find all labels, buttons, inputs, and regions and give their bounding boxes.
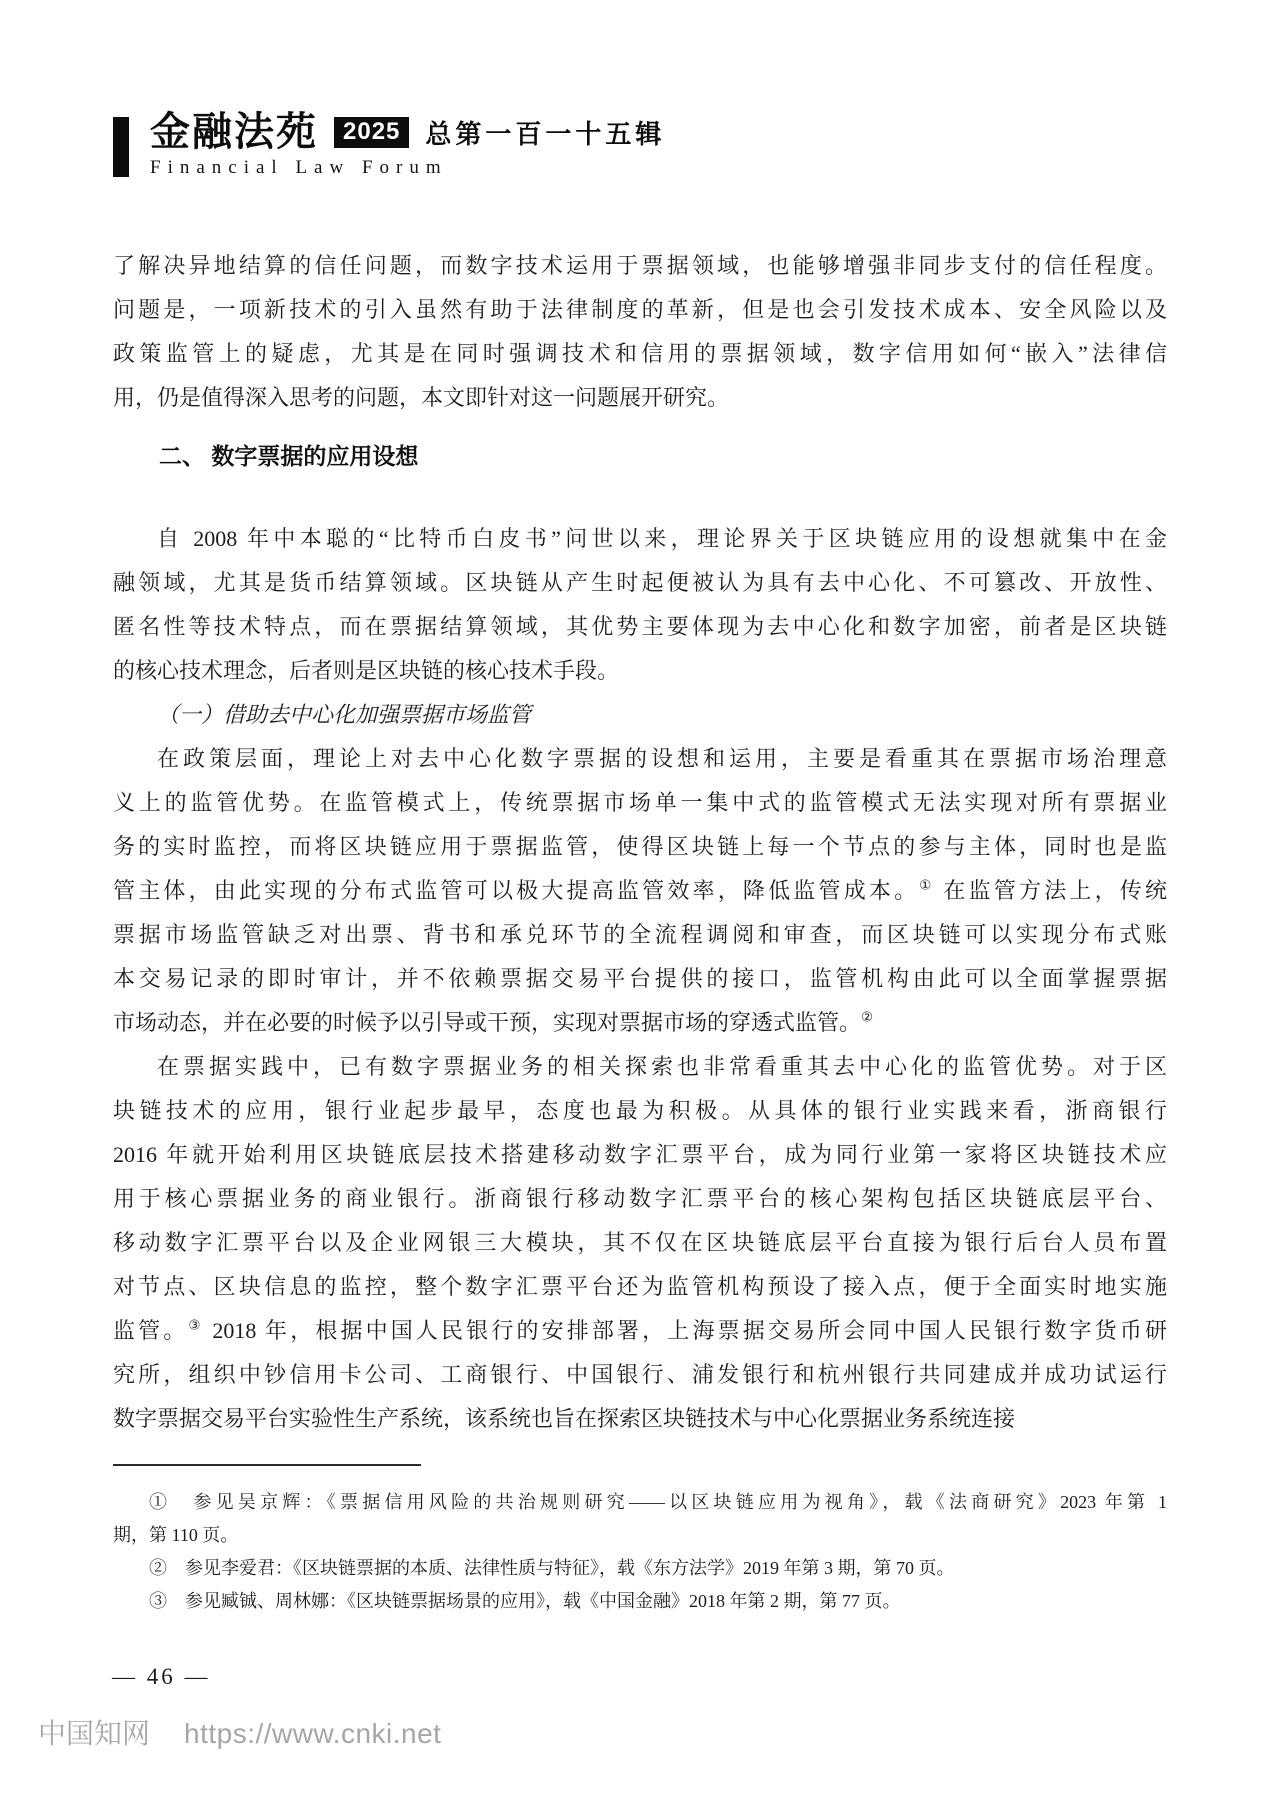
subsection-heading: （一）借助去中心化加强票据市场监管: [157, 702, 532, 727]
text-line: 匿名性等技术特点，而在票据结算领域，其优势主要体现为去中心化和数字加密，前者是区块链: [113, 614, 1167, 639]
text-line: 管主体，由此实现的分布式监管可以极大提高监管效率，降低监管成本。① 在监管方法上，传统: [113, 877, 1167, 903]
footnote-divider: [113, 1464, 421, 1466]
text-line: 本交易记录的即时审计，并不依赖票据交易平台提供的接口，监管机构由此可以全面掌握票据: [113, 966, 1167, 991]
text-line: 票据市场监管缺乏对出票、背书和承兑环节的全流程调阅和审查，而区块链可以实现分布式账: [113, 922, 1167, 947]
section-heading: 二、 数字票据的应用设想: [159, 443, 419, 469]
text-line: ② 参见李爱君：《区块链票据的本质、法律性质与特征》，载《东方法学》2019 年第 3 期，第 70 页。: [149, 1558, 955, 1578]
cnki-watermark: [38, 1712, 441, 1752]
journal-title: 金融法苑: [150, 109, 318, 154]
text-line: 政策监管上的疑虑，尤其是在同时强调技术和信用的票据领域，数字信用如何“嵌入”法律信: [113, 341, 1167, 366]
paragraph-policy-supervision: [113, 737, 1167, 1045]
text-line: 2016 年就开始利用区块链底层技术搭建移动数字汇票平台，成为同行业第一家将区块链技术应: [113, 1142, 1167, 1167]
text-line: 了解决异地结算的信任问题，而数字技术运用于票据领域，也能够增强非同步支付的信任程度。: [113, 253, 1167, 278]
text-line: 监管。③ 2018 年，根据中国人民银行的安排部署，上海票据交易所会同中国人民银行数字货币研: [113, 1317, 1167, 1343]
journal-header: [113, 110, 665, 179]
paragraph-intro-continuation: [113, 244, 1167, 420]
text-line: 在票据实践中，已有数字票据业务的相关探索也非常看重其去中心化的监管优势。对于区: [157, 1054, 1167, 1079]
text-line: ① 参见吴京辉：《票据信用风险的共治规则研究——以区块链应用为视角》，载《法商研究》2023 年第 1: [149, 1492, 1167, 1512]
text-line: 用于核心票据业务的商业银行。浙商银行移动数字汇票平台的核心架构包括区块链底层平台、: [113, 1186, 1167, 1211]
text-line: 在政策层面，理论上对去中心化数字票据的设想和运用，主要是看重其在票据市场治理意: [157, 746, 1167, 771]
journal-subtitle-english: Financial Law Forum: [150, 157, 448, 178]
text-line: 务的实时监控，而将区块链应用于票据监管，使得区块链上每一个节点的参与主体，同时也是监: [113, 834, 1167, 859]
header-accent-bar: [113, 117, 129, 177]
text-line: 自 2008 年中本聪的“比特币白皮书”问世以来，理论界关于区块链应用的设想就集中在金: [157, 526, 1167, 551]
text-line: 究所，组织中钞信用卡公司、工商银行、中国银行、浦发银行和杭州银行共同建成并成功试运行: [113, 1362, 1167, 1387]
paragraph-blockchain-origin: [113, 517, 1167, 693]
text-line: 义上的监管优势。在监管模式上，传统票据市场单一集中式的监管模式无法实现对所有票据业: [113, 790, 1167, 815]
paragraph-bill-practice: [113, 1045, 1167, 1441]
footnote-reference: ①: [919, 877, 935, 893]
text-line: ③ 参见臧铖、周林娜：《区块链票据场景的应用》，载《中国金融》2018 年第 2 期，第 77 页。: [149, 1591, 901, 1611]
cnki-watermark-site: 中国知网: [38, 1718, 151, 1749]
footnote-3: [113, 1585, 1167, 1618]
footnotes-section: [113, 1486, 1167, 1618]
footnote-2: [113, 1552, 1167, 1585]
year-badge: 2025: [334, 117, 409, 148]
text-line: 对节点、区块信息的监控，整个数字汇票平台还为监管机构预设了接入点，便于全面实时地实施: [113, 1274, 1167, 1299]
page-number: — 46 —: [112, 1664, 211, 1689]
text-line: 块链技术的应用，银行业起步最早，态度也最为积极。从具体的银行业实践来看，浙商银行: [113, 1098, 1167, 1123]
text-line: 用，仍是值得深入思考的问题，本文即针对这一问题展开研究。: [113, 385, 730, 410]
footnote-1: [113, 1486, 1167, 1552]
text-line: 市场动态，并在必要的时候予以引导或干预，实现对票据市场的穿透式监管。②: [113, 1009, 874, 1035]
text-line: 问题是，一项新技术的引入虽然有助于法律制度的革新，但是也会引发技术成本、安全风险以及: [113, 297, 1167, 322]
footnote-reference: ③: [188, 1317, 204, 1333]
text-line: 期，第 110 页。: [113, 1525, 239, 1545]
footnote-reference: ②: [861, 1009, 874, 1025]
text-line: 移动数字汇票平台以及企业网银三大模块，其不仅在区块链底层平台直接为银行后台人员布置: [113, 1230, 1167, 1255]
text-line: 数字票据交易平台实验性生产系统，该系统也旨在探索区块链技术与中心化票据业务系统连接: [113, 1406, 1016, 1431]
issue-number: 总第一百一十五辑: [425, 119, 666, 149]
article-body: [113, 244, 1167, 1618]
cnki-watermark-url: https://www.cnki.net: [184, 1718, 442, 1749]
text-line: 的核心技术理念，后者则是区块链的核心技术手段。: [113, 658, 620, 683]
text-line: 融领域，尤其是货币结算领域。区块链从产生时起便被认为具有去中心化、不可篡改、开放性、: [113, 570, 1167, 595]
